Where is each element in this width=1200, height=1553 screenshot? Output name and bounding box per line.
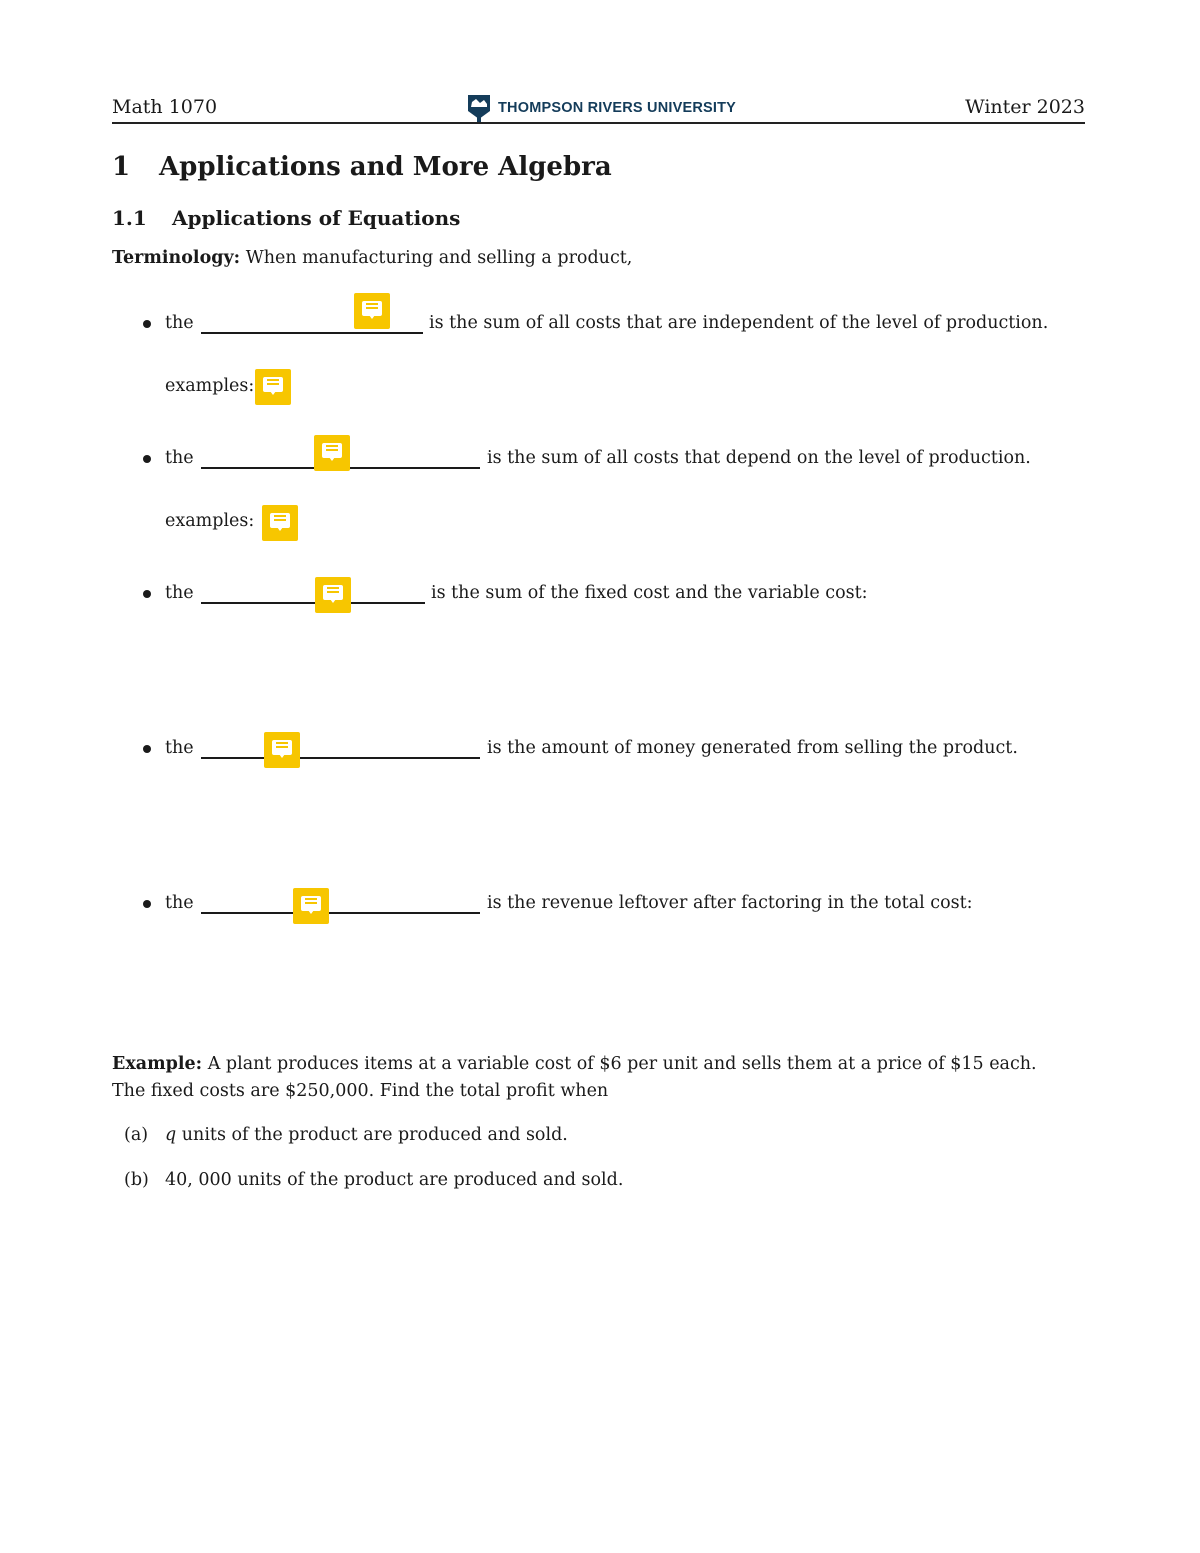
course-label: Math 1070 bbox=[112, 96, 218, 118]
example-text-1: A plant produces items at a variable cost of $6 per unit and sells them at a price of $15 each. bbox=[207, 1054, 1037, 1074]
bullet-2-text: is the sum of all costs that depend on the level of production. bbox=[487, 448, 1031, 468]
blank-total-cost bbox=[201, 602, 425, 604]
comment-icon[interactable] bbox=[354, 293, 390, 329]
university-logo bbox=[466, 93, 736, 123]
bullet-4-prefix: the bbox=[165, 738, 194, 758]
section-number: 1 bbox=[112, 152, 131, 182]
part-b-text: 40, 000 units of the product are produced and sold. bbox=[165, 1170, 624, 1190]
part-a-variable: q bbox=[165, 1125, 177, 1145]
bullet-4-text: is the amount of money generated from selling the product. bbox=[487, 738, 1018, 758]
comment-icon[interactable] bbox=[314, 435, 350, 471]
terminology-text: When manufacturing and selling a product, bbox=[245, 248, 633, 268]
bullet-2-prefix: the bbox=[165, 448, 194, 468]
example-label: Example: bbox=[112, 1054, 203, 1074]
bullet-5-prefix: the bbox=[165, 893, 194, 913]
bullet-dot bbox=[143, 590, 151, 598]
subsection-heading bbox=[112, 206, 460, 230]
bullet-dot bbox=[143, 900, 151, 908]
blank-revenue bbox=[201, 757, 480, 759]
bullet-dot bbox=[143, 455, 151, 463]
section-title: Applications and More Algebra bbox=[159, 152, 612, 182]
part-b-label: (b) bbox=[124, 1170, 149, 1190]
bullet-dot bbox=[143, 745, 151, 753]
part-a-text: units of the product are produced and sold. bbox=[181, 1125, 568, 1145]
bullet-1-prefix: the bbox=[165, 313, 194, 333]
bullet-dot bbox=[143, 320, 151, 328]
university-name: THOMPSON RIVERS UNIVERSITY bbox=[498, 100, 737, 116]
comment-icon[interactable] bbox=[255, 369, 291, 405]
university-crest-icon bbox=[466, 93, 492, 123]
bullet-1-text: is the sum of all costs that are independent of the level of production. bbox=[429, 313, 1049, 333]
blank-fixed-cost bbox=[201, 332, 423, 334]
examples-label-1: examples: bbox=[165, 376, 255, 396]
section-heading bbox=[112, 152, 612, 182]
terminology-line bbox=[112, 248, 632, 268]
bullet-3-text: is the sum of the fixed cost and the variable cost: bbox=[431, 583, 868, 603]
part-a bbox=[165, 1125, 568, 1145]
comment-icon[interactable] bbox=[315, 577, 351, 613]
subsection-title: Applications of Equations bbox=[172, 206, 461, 230]
bullet-5-text: is the revenue leftover after factoring in the total cost: bbox=[487, 893, 973, 913]
comment-icon[interactable] bbox=[264, 732, 300, 768]
subsection-number: 1.1 bbox=[112, 206, 147, 230]
examples-label-2: examples: bbox=[165, 511, 255, 531]
terminology-label: Terminology: bbox=[112, 248, 241, 268]
part-a-label: (a) bbox=[124, 1125, 149, 1145]
comment-icon[interactable] bbox=[293, 888, 329, 924]
bullet-3-prefix: the bbox=[165, 583, 194, 603]
term-label: Winter 2023 bbox=[965, 96, 1085, 118]
comment-icon[interactable] bbox=[262, 505, 298, 541]
header-rule bbox=[112, 122, 1085, 124]
example-text-2: The fixed costs are $250,000. Find the total profit when bbox=[112, 1081, 609, 1101]
blank-profit bbox=[201, 912, 480, 914]
example-line-1 bbox=[112, 1054, 1092, 1074]
